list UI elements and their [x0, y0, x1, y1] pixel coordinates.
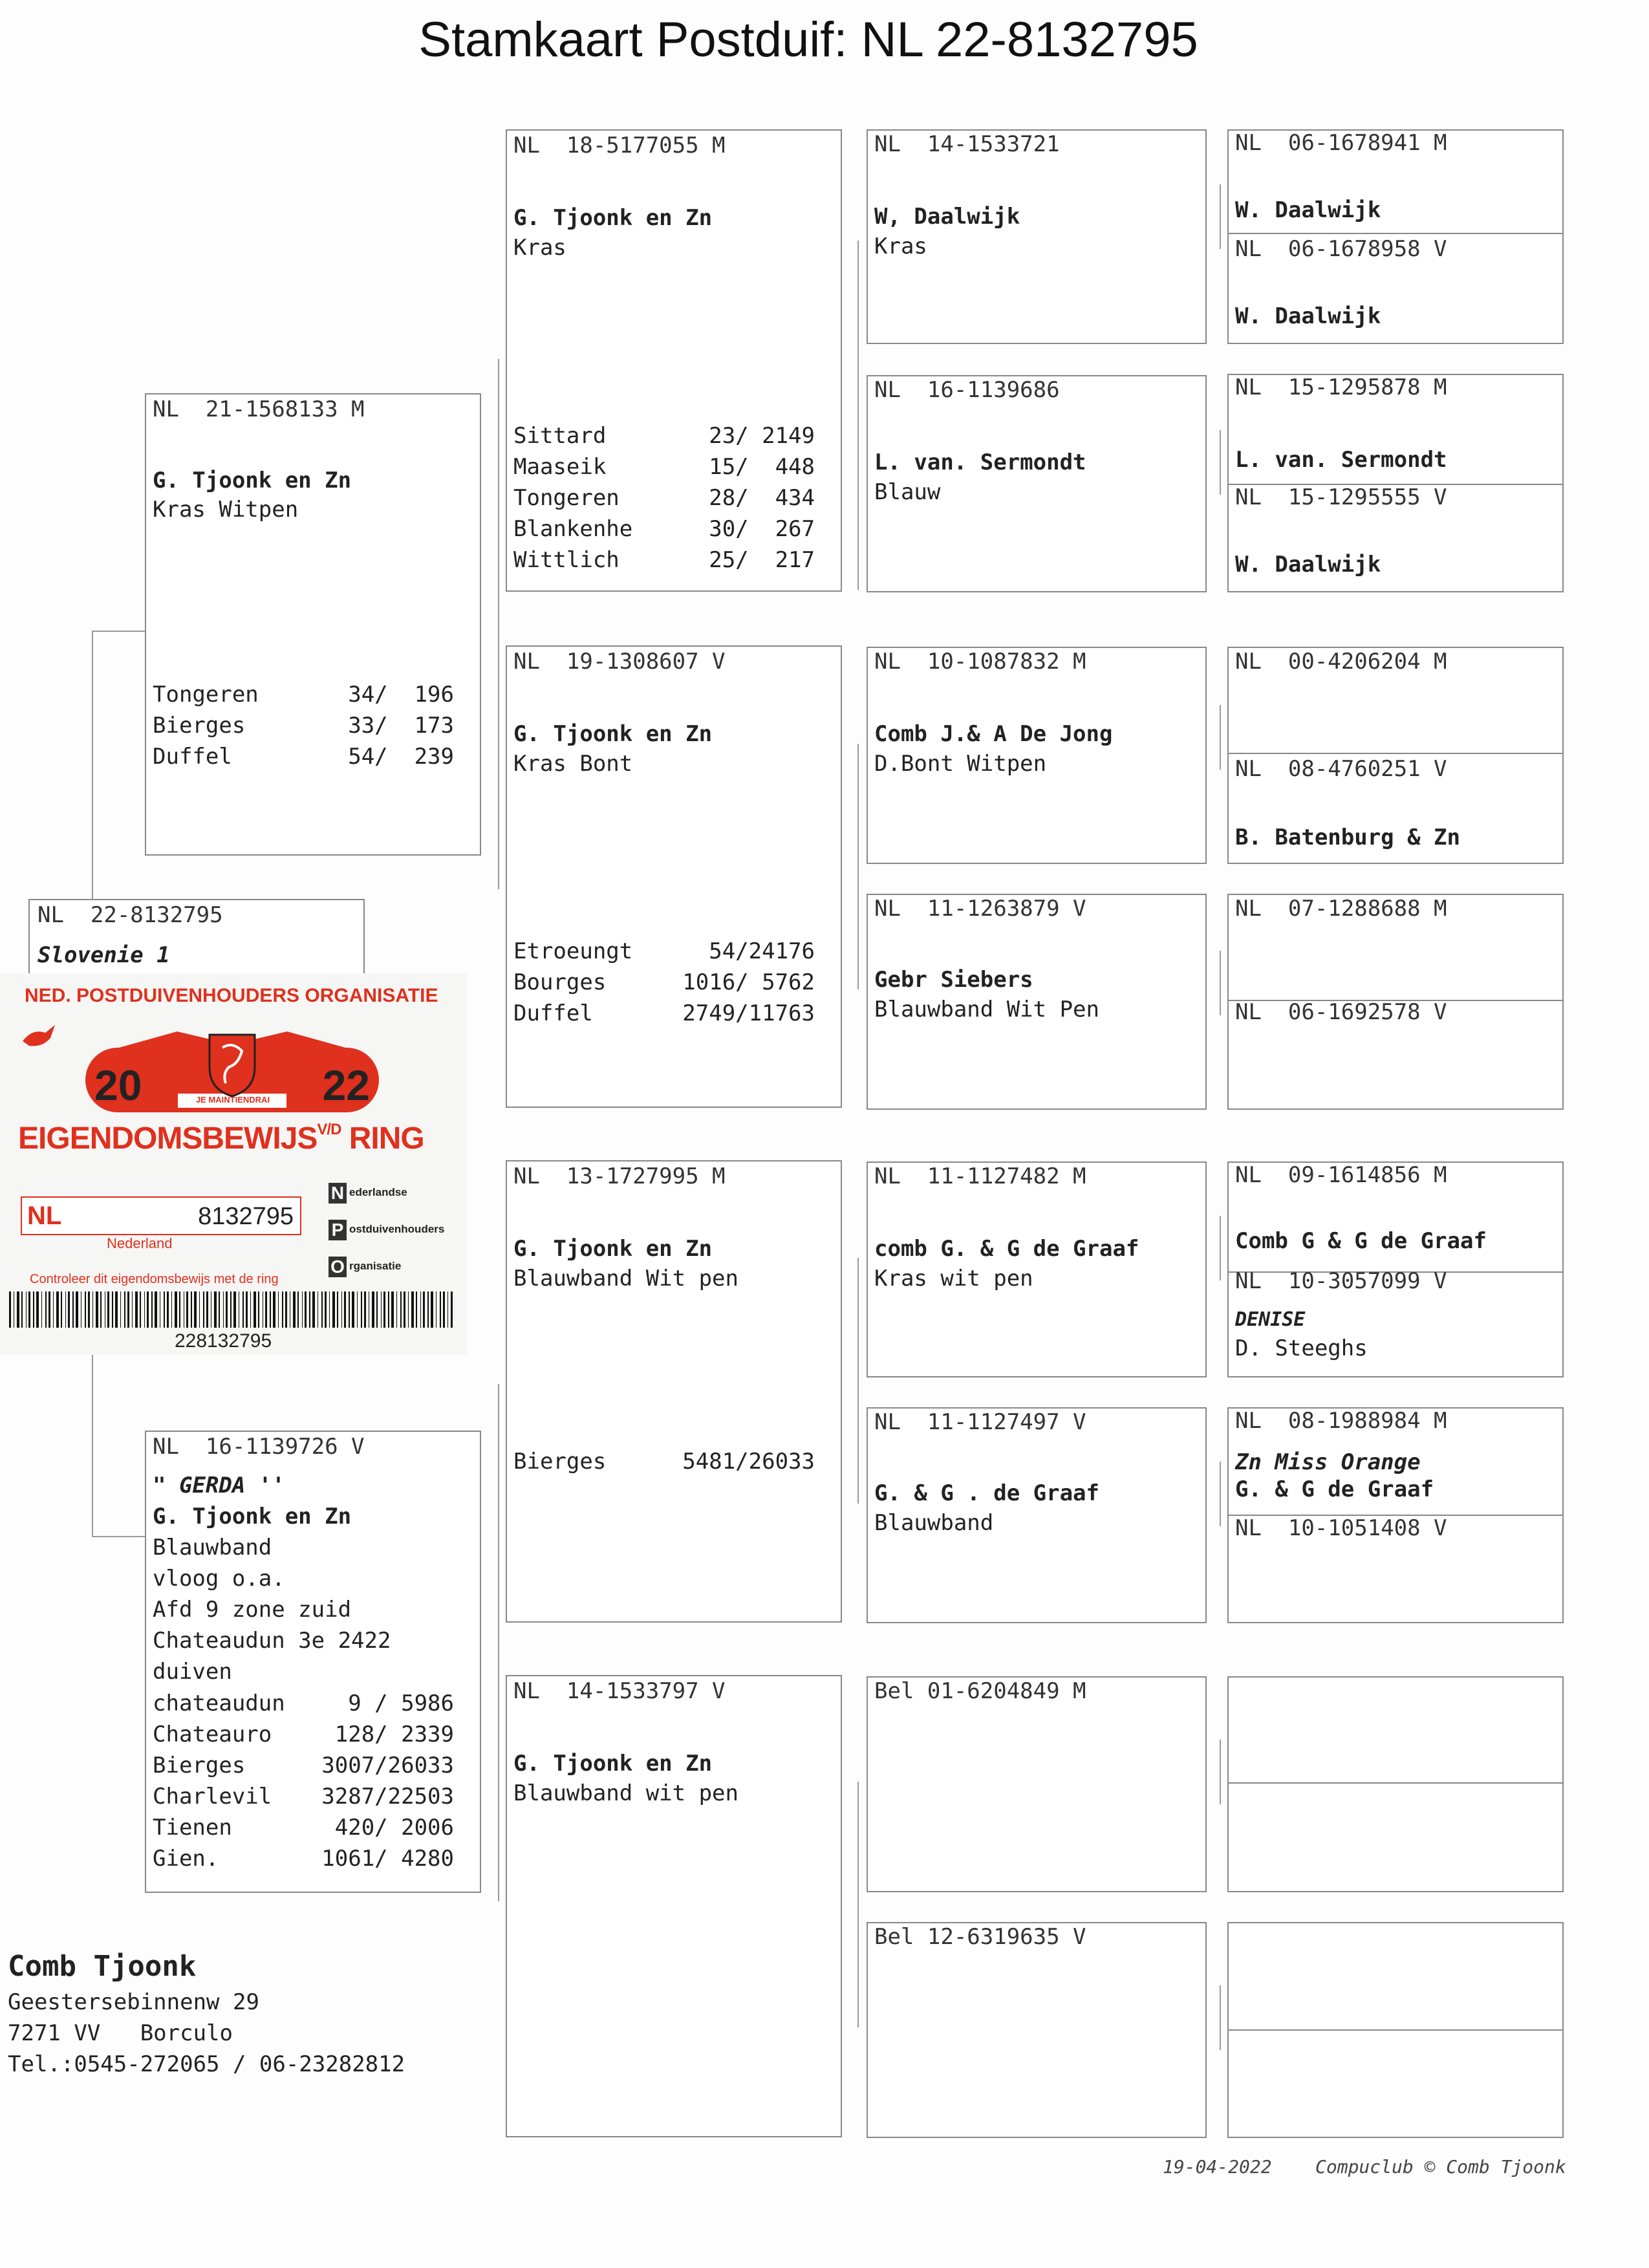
sire-color: Kras Witpen [153, 497, 299, 523]
page-title: Stamkaart Postduif: NL 22-8132795 [418, 12, 1198, 67]
barcode-bar [383, 1291, 385, 1328]
gen5-bottom-breeder: W. Daalwijk [1235, 303, 1381, 329]
gen4-breeder: comb G. & G de Graaf [874, 1236, 1139, 1262]
barcode-bar [411, 1291, 414, 1328]
barcode-bar [144, 1291, 145, 1328]
barcode-bar [96, 1291, 98, 1328]
owner-block [8, 1947, 405, 2080]
barcode-bar [214, 1291, 217, 1328]
barcode-bar [127, 1291, 129, 1328]
connector [857, 1782, 859, 2027]
barcode-bar [423, 1291, 425, 1328]
barcode-bar [364, 1291, 366, 1328]
barcode-bar [258, 1291, 259, 1328]
barcode-bar [100, 1291, 102, 1328]
owner-name: Comb Tjoonk [8, 1950, 197, 1983]
gen4-breeder: L. van. Sermondt [874, 449, 1086, 475]
dam-breeder: G. Tjoonk en Zn [153, 1504, 352, 1529]
barcode-bar [186, 1291, 188, 1328]
barcode-bar [115, 1291, 118, 1328]
gen4-ring: NL 10-1087832 M [874, 649, 1086, 675]
gen5-box [1227, 1161, 1564, 1377]
barcode-bar [270, 1291, 271, 1328]
connector [1220, 430, 1221, 495]
result-row: Bierges 5481/26033 [513, 1449, 815, 1474]
gen4-color: Blauwband Wit Pen [874, 997, 1099, 1022]
dam-name: " GERDA '' [153, 1473, 285, 1498]
gen5-bottom-ring: NL 10-3057099 V [1235, 1268, 1447, 1294]
gen5-bottom-breeder: W. Daalwijk [1235, 552, 1381, 578]
grandparent-color: Kras Bont [513, 751, 633, 777]
barcode-bar [135, 1291, 138, 1328]
barcode-bar [171, 1291, 172, 1328]
grandparent-ring: NL 19-1308607 V [513, 649, 726, 675]
gen5-top-name: Zn Miss Orange [1235, 1449, 1421, 1475]
dam-results [153, 1688, 454, 1874]
dam-line: Chateaudun 3e 2422 [153, 1628, 391, 1654]
gen4-ring: NL 16-1139686 [874, 377, 1060, 403]
result-row: Charlevil 3287/22503 [153, 1784, 454, 1809]
connector [857, 241, 859, 590]
gen4-box [867, 894, 1207, 1110]
barcode-bar [124, 1291, 125, 1328]
barcode-bar [147, 1291, 149, 1328]
barcode-bar [48, 1291, 50, 1328]
gen4-ring: NL 11-1263879 V [874, 896, 1086, 922]
barcode-bar [302, 1291, 303, 1328]
barcode-bar [325, 1291, 327, 1328]
sire-box [145, 393, 481, 856]
barcode-bar [175, 1291, 177, 1328]
gen5-box [1227, 894, 1564, 1110]
barcode-bar [76, 1291, 78, 1328]
grandparent-breeder: G. Tjoonk en Zn [513, 1751, 713, 1777]
barcode-bar [132, 1291, 133, 1328]
barcode-bar [246, 1291, 248, 1328]
barcode-bar [72, 1291, 74, 1328]
sire-results [153, 679, 454, 772]
gen4-color: D.Bont Witpen [874, 751, 1047, 777]
barcode-bar [36, 1291, 39, 1328]
gen4-color: Blauw [874, 479, 941, 505]
barcode-bar [337, 1291, 338, 1328]
barcode-bar [265, 1291, 267, 1328]
result-row: Blankenhe 30/ 267 [513, 516, 815, 542]
gen4-breeder: Comb J.& A De Jong [874, 721, 1113, 747]
owner-city: 7271 VV Borculo [8, 2020, 233, 2046]
barcode-bar [381, 1291, 382, 1328]
gen5-bottom-breeder: D. Steeghs [1235, 1335, 1368, 1361]
subject-name: Slovenie 1 [38, 942, 170, 968]
gen5-divider [1229, 2029, 1562, 2031]
grandparent-box [506, 1160, 842, 1623]
gen4-breeder: G. & G . de Graaf [874, 1480, 1099, 1506]
result-row: Bierges 33/ 173 [153, 713, 454, 739]
grandparent-breeder: G. Tjoonk en Zn [513, 721, 713, 747]
grandparent-box [506, 129, 842, 592]
barcode-bar [391, 1291, 394, 1328]
barcode-bar [140, 1291, 141, 1328]
dam-line: Blauwband [153, 1535, 272, 1561]
barcode-bar [420, 1291, 421, 1328]
barcode-bar [282, 1291, 283, 1328]
barcode-bar [45, 1291, 47, 1328]
barcode-bar [451, 1291, 453, 1328]
barcode-bar [226, 1291, 228, 1328]
gen4-ring: NL 11-1127497 V [874, 1409, 1086, 1435]
barcode-bar [440, 1291, 441, 1328]
gen4-box [867, 647, 1207, 864]
gen5-box [1227, 1407, 1564, 1623]
gen5-bottom-name: DENISE [1235, 1308, 1306, 1331]
gen5-bottom-breeder: B. Batenburg & Zn [1235, 825, 1460, 850]
gen5-top-ring: NL 07-1288688 M [1235, 896, 1447, 922]
grandparent-breeder: G. Tjoonk en Zn [513, 1236, 713, 1262]
barcode-bar [278, 1291, 279, 1328]
barcode-bar [400, 1291, 402, 1328]
barcode-bar [408, 1291, 409, 1328]
grandparent-color: Blauwband wit pen [513, 1780, 738, 1806]
certificate-heading: $EIGENDOMSBEWIJS^{V/D}$ RING [18, 1121, 424, 1156]
sire-ring: NL 21-1568133 M [153, 396, 365, 422]
footer-credit: 19-04-2022 Compuclub © Comb Tjoonk [1163, 2156, 1566, 2177]
gen4-box [867, 1407, 1207, 1623]
gen5-bottom-ring: NL 15-1295555 V [1235, 484, 1447, 510]
grandparent-ring: NL 13-1727995 M [513, 1163, 726, 1189]
grandparent-ring: NL 14-1533797 V [513, 1678, 726, 1704]
barcode-bar [273, 1291, 275, 1328]
grandparent-results [513, 936, 815, 1029]
gen5-box [1227, 1676, 1564, 1892]
gen4-box [867, 375, 1207, 592]
dam-line: Afd 9 zone zuid [153, 1597, 352, 1623]
barcode-bar [321, 1291, 323, 1328]
gen4-ring: NL 14-1533721 [874, 131, 1060, 157]
year-seal [80, 1022, 384, 1132]
barcode-bar [26, 1291, 27, 1328]
barcode-bar [92, 1291, 93, 1328]
barcode-bar [297, 1291, 299, 1328]
barcode-bar [230, 1291, 232, 1328]
gen5-top-ring: NL 15-1295878 M [1235, 374, 1447, 400]
barcode-bar [9, 1291, 11, 1328]
barcode-bar [427, 1291, 429, 1328]
barcode-bar [65, 1291, 66, 1328]
barcode-bar [17, 1291, 19, 1328]
barcode-bar [107, 1291, 109, 1328]
gen4-breeder: W, Daalwijk [874, 204, 1020, 230]
result-row: Tongeren 28/ 434 [513, 485, 815, 511]
gen5-top-breeder: Comb G & G de Graaf [1235, 1228, 1487, 1254]
grandparent-color: Blauwband Wit pen [513, 1266, 738, 1291]
barcode-bar [285, 1291, 287, 1328]
grandparent-box [506, 1675, 842, 2137]
barcode-bar [120, 1291, 121, 1328]
gen4-breeder: Gebr Siebers [874, 967, 1033, 993]
ring-prefix: NL [27, 1202, 62, 1230]
barcode-bar [28, 1291, 30, 1328]
barcode-bar [361, 1291, 362, 1328]
result-row: Bierges 3007/26033 [153, 1753, 454, 1778]
result-row: Tienen 420/ 2006 [153, 1815, 454, 1841]
barcode-bar [388, 1291, 389, 1328]
connector [498, 359, 499, 889]
npo-legend: N ederlandse P ostduivenhouders O rganisatie [329, 1174, 444, 1284]
barcode-bar [194, 1291, 197, 1328]
barcode-bar [167, 1291, 169, 1328]
result-row: Sittard 23/ 2149 [513, 423, 815, 449]
result-row: chateaudun 9 / 5986 [153, 1690, 454, 1716]
barcode-bar [61, 1291, 62, 1328]
barcode-number: 228132795 [175, 1330, 272, 1352]
barcode-bar [357, 1291, 358, 1328]
dam-ring: NL 16-1139726 V [153, 1434, 365, 1460]
connector [857, 1258, 859, 1504]
connector [1220, 705, 1221, 770]
result-row: Bourges 1016/ 5762 [513, 969, 815, 995]
gen5-top-ring: NL 00-4206204 M [1235, 649, 1447, 675]
barcode-bar [203, 1291, 204, 1328]
barcode-bar [447, 1291, 448, 1328]
result-row: Tongeren 34/ 196 [153, 682, 454, 707]
barcode-bar [312, 1291, 315, 1328]
sire-breeder: G. Tjoonk en Zn [153, 468, 352, 493]
gen5-box [1227, 647, 1564, 864]
barcode-bar [344, 1291, 346, 1328]
barcode-bar [53, 1291, 54, 1328]
connector [1220, 1740, 1221, 1804]
barcode-bar [206, 1291, 208, 1328]
gen5-top-ring: NL 09-1614856 M [1235, 1162, 1447, 1188]
gen4-ring: NL 11-1127482 M [874, 1163, 1086, 1189]
barcode-bar [199, 1291, 200, 1328]
grandparent-results [513, 420, 815, 576]
connector [1220, 951, 1221, 1015]
ring-number-box [21, 1196, 301, 1235]
barcode-bar [431, 1291, 433, 1328]
gen4-color: Kras [874, 233, 927, 259]
barcode-bar [155, 1291, 157, 1328]
certificate-control-text: Controleer dit eigendomsbewijs met de ring [30, 1272, 279, 1286]
barcode-bar [349, 1291, 350, 1328]
barcode-bar [376, 1291, 378, 1328]
gen5-bottom-ring: NL 08-4760251 V [1235, 756, 1447, 782]
lion-crest-icon [203, 1028, 261, 1099]
barcode-bar [56, 1291, 59, 1328]
result-row: Wittlich 25/ 217 [513, 547, 815, 573]
gen5-box [1227, 129, 1564, 344]
connector [1220, 1462, 1221, 1526]
grandparent-breeder: G. Tjoonk en Zn [513, 205, 713, 231]
barcode-bar [443, 1291, 445, 1328]
gen5-top-ring: NL 08-1988984 M [1235, 1408, 1447, 1434]
connector [1220, 1216, 1221, 1280]
dam-box [145, 1431, 481, 1893]
result-row: Duffel 54/ 239 [153, 744, 454, 770]
subject-box [28, 899, 365, 977]
barcode-bar [223, 1291, 224, 1328]
barcode-bar [404, 1291, 405, 1328]
gen4-box [867, 1676, 1207, 1892]
result-row: Etroeungt 54/24176 [513, 938, 815, 964]
owner-phone: Tel.:0545-272065 / 06-23282812 [8, 2051, 405, 2077]
gen5-box [1227, 374, 1564, 592]
grandparent-ring: NL 18-5177055 M [513, 133, 726, 158]
barcode-bar [416, 1291, 417, 1328]
gen4-box [867, 1922, 1207, 2138]
barcode-bar [112, 1291, 113, 1328]
ring-certificate [0, 973, 467, 1355]
certificate-country: Nederland [107, 1235, 173, 1251]
barcode-bar [219, 1291, 220, 1328]
gen5-top-breeder: G. & G de Graaf [1235, 1476, 1434, 1502]
barcode-bar [309, 1291, 310, 1328]
barcode-bar [250, 1291, 251, 1328]
barcode-bar [191, 1291, 192, 1328]
grandparent-box [506, 645, 842, 1108]
barcode-bar [293, 1291, 296, 1328]
seal-year-left: 20 [94, 1061, 142, 1109]
barcode-bar [85, 1291, 86, 1328]
gen4-box [867, 129, 1207, 344]
barcode-bar [305, 1291, 307, 1328]
connector [1220, 184, 1221, 249]
gen5-top-ring: NL 06-1678941 M [1235, 130, 1447, 156]
barcode-bar [151, 1291, 153, 1328]
gen5-top-breeder: L. van. Sermondt [1235, 447, 1447, 473]
owner-address: Geestersebinnenw 29 [8, 1989, 259, 2015]
barcode-bar [372, 1291, 374, 1328]
barcode-bar [179, 1291, 180, 1328]
barcode-bar [68, 1291, 70, 1328]
gen5-bottom-ring: NL 10-1051408 V [1235, 1515, 1447, 1541]
connector [498, 1384, 499, 1901]
connector [857, 744, 859, 989]
connector [92, 631, 145, 632]
barcode-bar [88, 1291, 90, 1328]
barcode-bar [233, 1291, 236, 1328]
gen4-ring: Bel 12-6319635 V [874, 1924, 1086, 1950]
dove-icon [19, 1019, 58, 1057]
gen5-bottom-ring: NL 06-1692578 V [1235, 999, 1447, 1025]
result-row: Gien. 1061/ 4280 [153, 1846, 454, 1872]
gen5-box [1227, 1922, 1564, 2138]
barcode-bar [33, 1291, 34, 1328]
barcode-bar [164, 1291, 165, 1328]
dam-line: vloog o.a. [153, 1566, 285, 1592]
gen4-color: Kras wit pen [874, 1266, 1033, 1291]
certificate-org: NED. POSTDUIVENHOUDERS ORGANISATIE [25, 985, 438, 1006]
barcode-bar [329, 1291, 330, 1328]
barcode-bar [352, 1291, 354, 1328]
barcode-bar [21, 1291, 23, 1328]
barcode-bar [253, 1291, 256, 1328]
seal-motto: JE MAINTIENDRAI [195, 1095, 270, 1105]
barcode-bar [341, 1291, 342, 1328]
grandparent-results [513, 1446, 815, 1477]
subject-ring: NL 22-8132795 [38, 902, 223, 928]
gen4-color: Blauwband [874, 1510, 994, 1536]
connector [92, 1536, 145, 1537]
barcode-bar [396, 1291, 397, 1328]
gen4-ring: Bel 01-6204849 M [874, 1678, 1086, 1704]
gen5-divider [1229, 1782, 1562, 1784]
grandparent-color: Kras [513, 235, 566, 261]
barcode-bar [332, 1291, 335, 1328]
barcode [9, 1291, 453, 1328]
barcode-bar [242, 1291, 244, 1328]
seal-year-right: 22 [322, 1061, 370, 1109]
result-row: Chateauro 128/ 2339 [153, 1722, 454, 1747]
barcode-bar [41, 1291, 42, 1328]
connector [1220, 1985, 1221, 2050]
gen5-top-breeder: W. Daalwijk [1235, 197, 1381, 223]
gen5-bottom-ring: NL 06-1678958 V [1235, 236, 1447, 262]
dam-line: duiven [153, 1659, 232, 1685]
ring-number: 8132795 [198, 1203, 294, 1230]
gen4-box [867, 1161, 1207, 1377]
result-row: Duffel 2749/11763 [513, 1000, 815, 1026]
result-row: Maaseik 15/ 448 [513, 454, 815, 480]
